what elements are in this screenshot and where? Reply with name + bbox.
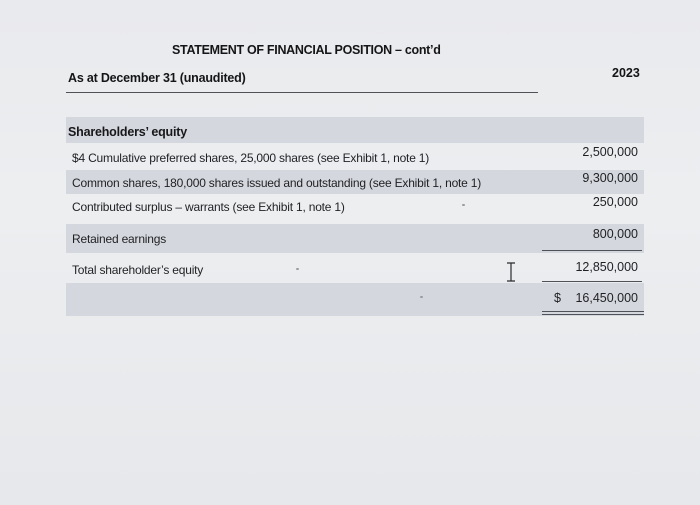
scan-speck	[420, 296, 423, 298]
row-amount-preferred-shares: 2,500,000	[582, 145, 638, 159]
row-label-total-equity: Total shareholder’s equity	[72, 263, 204, 277]
subtotal-rule	[542, 250, 642, 251]
row-amount-contributed-surplus: 250,000	[592, 195, 638, 209]
row-label-common-shares: Common shares, 180,000 shares issued and outstanding (see Exhibit 1, note 1)	[72, 176, 482, 190]
row-amount-total-equity: 12,850,000	[575, 260, 638, 274]
section-heading-shareholders-equity: Shareholders’ equity	[68, 125, 187, 139]
row-label-contributed-surplus: Contributed surplus – warrants (see Exhibit 1, note 1)	[72, 200, 345, 214]
row-label-preferred-shares: $4 Cumulative preferred shares, 25,000 shares (see Exhibit 1, note 1)	[72, 151, 430, 165]
double-rule-top	[542, 311, 644, 312]
year-column-header: 2023	[612, 66, 640, 80]
scan-speck	[296, 268, 299, 270]
row-amount-retained-earnings: 800,000	[592, 227, 638, 241]
row-label-retained-earnings: Retained earnings	[72, 232, 167, 246]
statement-date: As at December 31 (unaudited)	[68, 71, 246, 85]
statement-title: STATEMENT OF FINANCIAL POSITION – cont’d	[172, 43, 441, 57]
scan-speck	[462, 204, 465, 206]
text-cursor-icon	[505, 262, 517, 282]
row-amount-common-shares: 9,300,000	[582, 171, 638, 185]
total-rule	[542, 281, 642, 282]
grand-total-amount: 16,450,000	[575, 291, 638, 305]
header-underline	[66, 92, 538, 93]
double-rule-bottom	[542, 314, 644, 315]
grand-total-currency: $	[554, 291, 561, 305]
